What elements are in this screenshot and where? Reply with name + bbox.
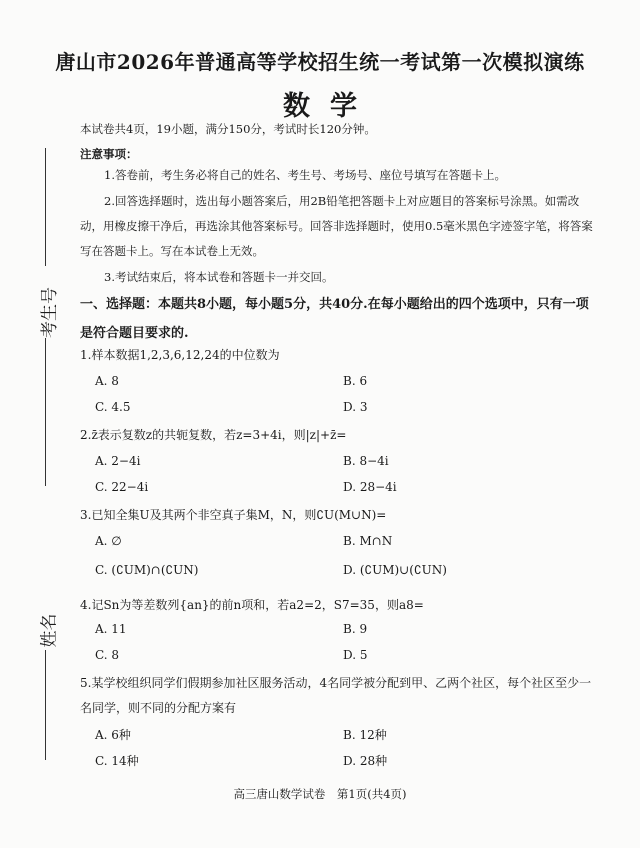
page-footer: 高三唐山数学试卷 第1页(共4页) — [233, 787, 407, 801]
question-4-stem: 4.记Sn为等差数列{an}的前n项和，若a2=2，S7=35，则a8= — [80, 598, 424, 612]
binding-line-mid — [45, 338, 46, 486]
notice-item-2: 2.回答选择题时，选出每小题答案后，用2B铅笔把答题卡上对应题目的答案标号涂黑。如需改动，用橡皮擦干净后，再选涂其他答案标号。回答非选择题时，使用0.5毫米黑色字迹签字笔，将答案写在答题卡上。写在本试卷上无效。 — [80, 194, 593, 258]
question-2-option-b: B. 8−4i — [343, 454, 389, 468]
question-1-stem: 1.样本数据1,2,3,6,12,24的中位数为 — [80, 348, 280, 362]
question-3-option-c: C. (∁UM)∩(∁UN) — [95, 563, 199, 577]
question-1-option-d: D. 3 — [343, 400, 368, 414]
question-5-stem: 5.某学校组织同学们假期参加社区服务活动，4名同学被分配到甲、乙两个社区，每个社区至少一名同学，则不同的分配方案有 — [80, 676, 592, 715]
name-label: 姓名 — [39, 613, 60, 648]
subject-title: 数学 — [283, 91, 377, 122]
binding-line-bottom — [45, 650, 46, 760]
question-1-option-c: C. 4.5 — [95, 400, 131, 414]
question-3-option-b: B. M∩N — [343, 534, 393, 548]
question-2-option-d: D. 28−4i — [343, 480, 397, 494]
question-1-option-b: B. 6 — [343, 374, 368, 388]
question-2-option-c: C. 22−4i — [95, 480, 149, 494]
exam-intro: 本试卷共4页，19小题，满分150分，考试时长120分钟。 — [80, 122, 376, 136]
question-4-option-b: B. 9 — [343, 622, 368, 636]
question-5-option-b: B. 12种 — [343, 728, 387, 742]
notice-item-3: 3.考试结束后，将本试卷和答题卡一并交回。 — [104, 270, 334, 284]
candidate-number-label: 考生号 — [40, 287, 60, 338]
question-5-option-d: D. 28种 — [343, 754, 388, 768]
binding-line-top — [45, 148, 46, 266]
question-2-option-a: A. 2−4i — [95, 454, 141, 468]
question-2-stem: 2.z̄表示复数z的共轭复数，若z=3+4i，则|z|+z̄= — [80, 428, 347, 442]
question-3-option-d: D. (∁UM)∪(∁UN) — [343, 563, 447, 577]
notice-title: 注意事项： — [80, 147, 138, 161]
question-4-option-c: C. 8 — [95, 648, 120, 662]
exam-title: 唐山市2026年普通高等学校招生统一考试第一次模拟演练 — [55, 50, 585, 74]
question-3-option-a: A. ∅ — [95, 534, 122, 548]
section-1-heading: 一、选择题：本题共8小题，每小题5分，共40分.在每小题给出的四个选项中，只有一项是符合题目要求的. — [80, 297, 589, 341]
question-3-stem: 3.已知全集U及其两个非空真子集M，N，则∁U(M∪N)= — [80, 508, 387, 522]
question-1-option-a: A. 8 — [95, 374, 119, 388]
question-5-option-c: C. 14种 — [95, 754, 139, 768]
notice-item-1: 1.答卷前，考生务必将自己的姓名、考生号、考场号、座位号填写在答题卡上。 — [104, 168, 506, 182]
question-4-option-d: D. 5 — [343, 648, 368, 662]
question-4-option-a: A. 11 — [95, 622, 127, 636]
question-5-option-a: A. 6种 — [95, 728, 131, 742]
